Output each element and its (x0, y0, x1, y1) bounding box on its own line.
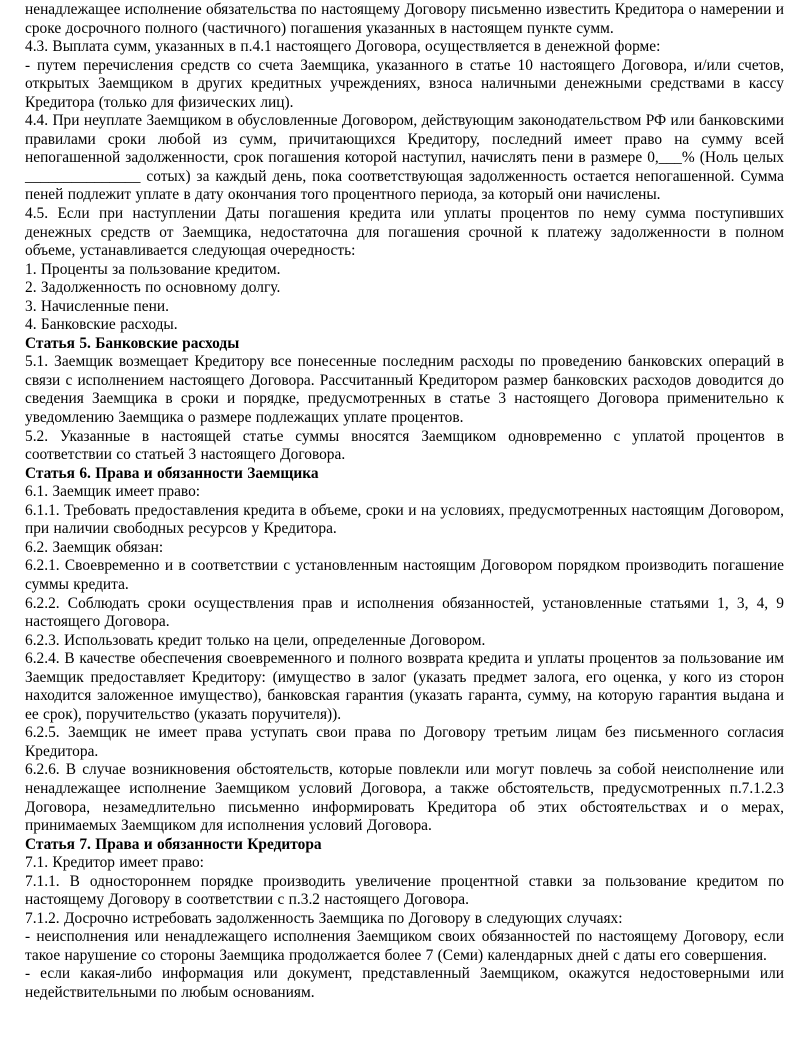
clause-6-2: 6.2. Заемщик обязан: (25, 538, 164, 556)
priority-list-item-2: 2. Задолженность по основному долгу. (25, 279, 281, 297)
article-5-heading: Статья 5. Банковские расходы (25, 334, 240, 352)
clause-7-1-1: 7.1.1. В одностороннем порядке производить увеличение процентной ставки за пользование кредитом по настоящему Договору в соответствии с п.3.2 настоящего Договора. (25, 872, 784, 909)
priority-list-item-1: 1. Проценты за пользование кредитом. (25, 260, 281, 278)
clause-5-2: 5.2. Указанные в настоящей статье суммы вносятся Заемщиком одновременно с уплатой процентов в соответствии со статьей 3 настоящего Договора. (25, 427, 784, 464)
clause-6-2-2: 6.2.2. Соблюдать сроки осуществления прав и исполнения обязанностей, установленные статьями 1, 3, 4, 9 настоящего Договора. (25, 594, 784, 631)
clause-6-2-6: 6.2.6. В случае возникновения обстоятельств, которые повлекли или могут повлечь за собой неисполнение или ненадлежащее исполнение Заемщиком условий Договора, а также обстоятельств, предусмотренных п.7.1.2.3 Договора, незамедлительно письменно информировать Кредитора об этих обстоятельствах и о мерах, принимаемых Заемщиком для исполнения условий Договора. (25, 761, 784, 835)
clause-6-2-5: 6.2.5. Заемщик не имеет права уступать свои права по Договору третьим лицам без письменного согласия Кредитора. (25, 724, 784, 760)
clause-7-1: 7.1. Кредитор имеет право: (25, 854, 204, 872)
clause-7-1-2: 7.1.2. Досрочно истребовать задолженность Заемщика по Договору в следующих случаях: (25, 909, 623, 927)
clause-6-2-4: 6.2.4. В качестве обеспечения своевременного и полного возврата кредита и уплаты процентов за пользование им Заемщик предоставляет Кредитору: (имущество в залог (указать предмет залога, его оценка, у кого из сторон находится заложенное имущество), банковская гарантия (указать гаранта, сумму, на которую гарантия выдана и ее срок), поручительство (указать поручителя)). (25, 650, 784, 723)
article-7-heading: Статья 7. Права и обязанности Кредитора (25, 835, 322, 853)
clause-6-1: 6.1. Заемщик имеет право: (25, 483, 201, 501)
clause-4-5: 4.5. Если при наступлении Даты погашения кредита или уплаты процентов по нему сумма поступивших денежных средств от Заемщика, недостаточна для погашения срочной к платежу задолженности в полном объеме, устанавливается следующая очередность: (25, 205, 784, 260)
priority-list-item-4: 4. Банковские расходы. (25, 316, 178, 334)
article-6-heading: Статья 6. Права и обязанности Заемщика (25, 464, 319, 482)
clause-4-4: 4.4. При неуплате Заемщиком в обусловленные Договором, действующим законодательством РФ или банковскими правилами сроки любой из сумм, причитающихся Кредитору, последний имеет право на сумму всей непогашенной задолженности, срок погашения которой наступил, начислять пени в размере 0,___% (Ноль целых _______________ сотых) за каждый день, пока соответствующая задолженность остается непогашенной. Сумма пеней подлежит уплате в дату окончания того процентного периода, за который они начислены. (25, 112, 784, 204)
clause-continuation-4-2: ненадлежащее исполнение обязательства по настоящему Договору письменно известить Кредитора о намерении и сроке досрочного полного (частичного) погашения указанных в настоящем пункте сумм. (25, 1, 784, 37)
clause-5-1: 5.1. Заемщик возмещает Кредитору все понесенные последним расходы по проведению банковских операций в связи с исполнением настоящего Договора. Рассчитанный Кредитором размер банковских расходов доводится до сведения Заемщика в сроки и порядке, предусмотренных в статье 3 настоящего Договора применительно к уведомлению Заемщика о размере подлежащих уплате процентов. (25, 353, 784, 427)
clause-6-1-1: 6.1.1. Требовать предоставления кредита в объеме, сроки и на условиях, предусмотренных настоящим Договором, при наличии свободных ресурсов у Кредитора. (25, 501, 784, 538)
priority-list-item-3: 3. Начисленные пени. (25, 297, 169, 315)
clause-6-2-1: 6.2.1. Своевременно и в соответствии с установленным настоящим Договором порядком производить погашение суммы кредита. (25, 557, 784, 593)
clause-7-1-2-case-2: - если какая-либо информация или документ, представленный Заемщиком, окажутся недостоверными или недействительными по любым основаниям. (25, 965, 784, 1001)
clause-6-2-3: 6.2.3. Использовать кредит только на цели, определенные Договором. (25, 631, 486, 649)
clause-7-1-2-case-1: - неисполнения или ненадлежащего исполнения Заемщиком своих обязанностей по настоящему Договору, если такое нарушение со стороны Заемщика продолжается более 7 (Семи) календарных дней с даты его совершения. (25, 928, 784, 964)
clause-4-3-payment-methods: - путем перечисления средств со счета Заемщика, указанного в статье 10 настоящего Договора, и/или счетов, открытых Заемщиком в других кредитных учреждениях, взноса наличными денежными средствами в кассу Кредитора (только для физических лиц). (25, 56, 784, 111)
clause-4-3: 4.3. Выплата сумм, указанных в п.4.1 настоящего Договора, осуществляется в денежной форме: (25, 38, 661, 56)
